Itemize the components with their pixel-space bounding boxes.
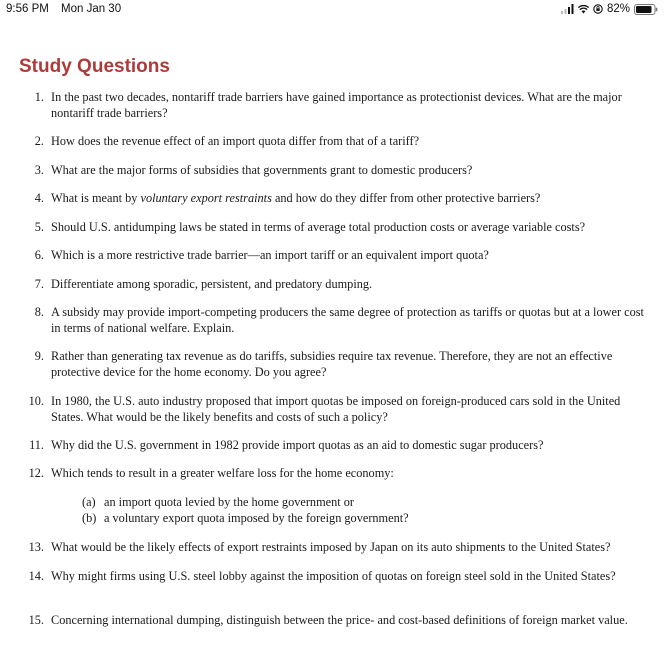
question-text: What are the major forms of subsidies that governments grant to domestic producers? xyxy=(51,163,473,177)
question-number: 14. xyxy=(28,569,44,583)
question-text: In 1980, the U.S. auto industry proposed that import quotas be imposed on foreign-produced cars sold in the United States. What would be the likely benefits and costs of such a policy? xyxy=(51,394,621,424)
question-text: Why might firms using U.S. steel lobby against the imposition of quotas on foreign steel sold in the United States? xyxy=(51,569,616,583)
battery-icon xyxy=(634,4,658,15)
question-number: 8. xyxy=(34,305,44,319)
signal-icon xyxy=(561,4,574,14)
question-text: Concerning international dumping, distinguish between the price- and cost-based definitions of foreign market value. xyxy=(51,613,628,627)
question-number: 5. xyxy=(34,220,44,234)
question-number: 7. xyxy=(34,277,44,291)
sub-item-label: (a) xyxy=(82,495,96,509)
status-bar xyxy=(0,0,666,20)
sub-item-text: a voluntary export quota imposed by the foreign government? xyxy=(104,511,409,525)
question-text: Which is a more restrictive trade barrier—an import tariff or an equivalent import quota? xyxy=(51,248,489,262)
question-number: 9. xyxy=(34,349,44,363)
lock-rotation-icon xyxy=(593,4,603,14)
question-number: 12. xyxy=(28,466,44,480)
question-text: How does the revenue effect of an import quota differ from that of a tariff? xyxy=(51,134,420,148)
question-text: Differentiate among sporadic, persistent, and predatory dumping. xyxy=(51,277,373,291)
question-text: Which tends to result in a greater welfare loss for the home economy: xyxy=(51,466,394,480)
question-text: Why did the U.S. government in 1982 provide import quotas as an aid to domestic sugar producers? xyxy=(51,438,544,452)
question-text: Should U.S. antidumping laws be stated in terms of average total production costs or average variable costs? xyxy=(51,220,586,234)
sub-item-label: (b) xyxy=(82,511,97,525)
question-text: What would be the likely effects of export restraints imposed by Japan on its auto shipments to the United States? xyxy=(51,540,611,554)
question-number: 4. xyxy=(34,191,44,205)
question-number: 2. xyxy=(34,134,44,148)
question-number: 11. xyxy=(29,438,44,452)
status-indicators xyxy=(561,3,658,15)
wifi-icon xyxy=(578,4,589,14)
question-text: Rather than generating tax revenue as do tariffs, subsidies require tax revenue. Therefore, they are not an effective protective device for the home economy. Do you agree? xyxy=(51,349,613,379)
question-number: 1. xyxy=(34,90,44,104)
question-text xyxy=(51,191,647,207)
question-text-part: and how do they differ from other protective barriers? xyxy=(271,191,541,205)
battery-percent: 82% xyxy=(606,3,630,15)
page-title: Study Questions xyxy=(19,56,170,77)
question-number: 13. xyxy=(28,540,44,554)
question-text: A subsidy may provide import-competing producers the same degree of protection as tariffs or quotas but at a lower cost in terms of national welfare. Explain. xyxy=(51,305,644,335)
status-date: Mon Jan 30 xyxy=(61,3,122,15)
question-number: 6. xyxy=(34,248,44,262)
question-number: 10. xyxy=(28,394,44,408)
question-text-part: What is meant by xyxy=(51,191,141,205)
question-text: In the past two decades, nontariff trade barriers have gained importance as protectionist devices. What are the major nontariff trade barriers? xyxy=(51,90,622,120)
question-number: 3. xyxy=(34,163,44,177)
sub-item-text: an import quota levied by the home government or xyxy=(104,495,354,509)
question-number: 15. xyxy=(28,613,44,627)
question-italic-term: voluntary export restraints xyxy=(140,191,272,205)
status-time: 9:56 PM xyxy=(6,3,49,15)
